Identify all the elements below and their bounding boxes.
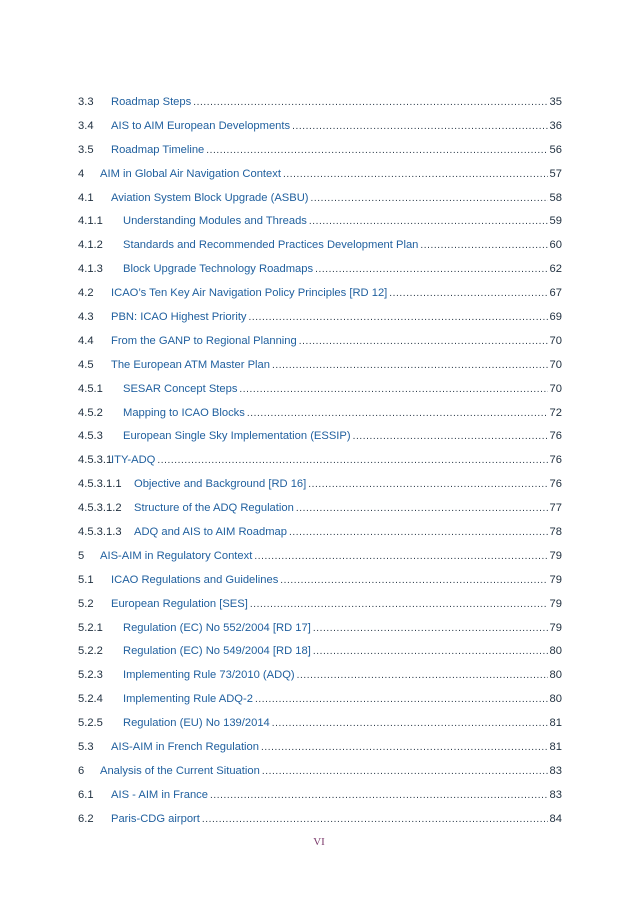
toc-leader-dots — [389, 289, 547, 299]
toc-entry[interactable] — [78, 401, 562, 425]
toc-entry-page[interactable]: 76 — [549, 454, 562, 467]
toc-entry-number: 4.5.3.1 — [78, 454, 113, 467]
toc-entry[interactable] — [78, 257, 562, 281]
toc-entry-page[interactable]: 58 — [549, 191, 562, 204]
toc-entry-page[interactable]: 69 — [549, 310, 562, 323]
toc-leader-dots — [272, 361, 548, 371]
toc-leader-dots — [308, 480, 547, 490]
table-of-contents — [78, 90, 562, 831]
toc-leader-dots — [250, 600, 548, 610]
toc-entry[interactable] — [78, 687, 562, 711]
toc-entry-title[interactable]: ICAO’s Ten Key Air Navigation Policy Principles [RD 12] — [111, 287, 388, 300]
toc-entry[interactable] — [78, 616, 562, 640]
toc-entry-title[interactable]: ITY-ADQ — [111, 454, 156, 467]
toc-leader-dots — [313, 624, 548, 634]
page-number: VI — [313, 836, 325, 848]
toc-entry-number: 4.5.1 — [78, 382, 103, 395]
toc-entry-number: 4.2 — [78, 287, 94, 300]
toc-entry-number: 4 — [78, 167, 85, 180]
toc-entry-page[interactable]: 83 — [549, 788, 562, 801]
toc-entry-page[interactable]: 36 — [549, 119, 562, 132]
toc-entry-title[interactable]: Paris-CDG airport — [111, 812, 200, 825]
toc-leader-dots — [313, 647, 548, 657]
toc-entry-number: 3.5 — [78, 143, 94, 156]
toc-entry[interactable] — [78, 544, 562, 568]
toc-entry[interactable] — [78, 472, 562, 496]
toc-entry-title[interactable]: PBN: ICAO Highest Priority — [111, 310, 247, 323]
toc-entry-title[interactable]: ICAO Regulations and Guidelines — [111, 573, 279, 586]
toc-entry-title[interactable]: AIS to AIM European Developments — [111, 119, 291, 132]
toc-entry-number: 4.5.3.1.1 — [78, 478, 122, 491]
toc-entry-number: 5.2 — [78, 597, 94, 610]
toc-entry-title[interactable]: AIS - AIM in France — [111, 788, 208, 801]
toc-leader-dots — [272, 719, 548, 729]
toc-leader-dots — [247, 409, 548, 419]
toc-entry-page[interactable]: 79 — [549, 573, 562, 586]
toc-leader-dots — [297, 671, 548, 681]
toc-entry-title[interactable]: Structure of the ADQ Regulation — [134, 502, 294, 515]
toc-entry[interactable] — [78, 186, 562, 210]
toc-leader-dots — [311, 194, 548, 204]
toc-entry-number: 6 — [78, 764, 85, 777]
toc-leader-dots — [309, 217, 548, 227]
toc-entry-number: 5.1 — [78, 573, 94, 586]
toc-leader-dots — [283, 170, 548, 180]
toc-entry[interactable] — [78, 90, 562, 114]
toc-entry-number: 3.4 — [78, 119, 94, 132]
toc-entry-page[interactable]: 80 — [549, 645, 562, 658]
toc-entry-page[interactable]: 60 — [549, 239, 562, 252]
toc-entry[interactable] — [78, 807, 562, 831]
toc-entry-number: 5 — [78, 549, 85, 562]
toc-entry[interactable] — [78, 735, 562, 759]
toc-entry-title[interactable]: Roadmap Timeline — [111, 143, 205, 156]
toc-leader-dots — [280, 576, 547, 586]
toc-entry-number: 5.3 — [78, 740, 94, 753]
toc-entry-page[interactable]: 81 — [549, 717, 562, 730]
toc-leader-dots — [289, 528, 548, 538]
toc-entry[interactable] — [78, 377, 562, 401]
toc-entry-title[interactable]: Implementing Rule 73/2010 (ADQ) — [123, 669, 295, 682]
toc-entry[interactable] — [78, 592, 562, 616]
toc-entry-number: 5.2.1 — [78, 621, 103, 634]
toc-entry-number: 6.2 — [78, 812, 94, 825]
toc-entry-page[interactable]: 59 — [549, 215, 562, 228]
toc-entry-page[interactable]: 76 — [549, 430, 562, 443]
toc-entry[interactable] — [78, 138, 562, 162]
toc-entry-page[interactable]: 62 — [549, 263, 562, 276]
toc-leader-dots — [296, 504, 548, 514]
toc-entry-title[interactable]: Analysis of the Current Situation — [100, 764, 260, 777]
toc-leader-dots — [254, 552, 547, 562]
toc-entry[interactable] — [78, 759, 562, 783]
toc-entry-title[interactable]: Roadmap Steps — [111, 95, 192, 108]
toc-entry-number: 4.1 — [78, 191, 94, 204]
toc-leader-dots — [315, 265, 547, 275]
toc-entry[interactable] — [78, 448, 562, 472]
toc-entry-page[interactable]: 80 — [549, 669, 562, 682]
toc-entry-page[interactable]: 79 — [549, 597, 562, 610]
toc-entry[interactable] — [78, 711, 562, 735]
toc-entry-title[interactable]: SESAR Concept Steps — [123, 382, 238, 395]
toc-entry-number: 4.3 — [78, 310, 94, 323]
toc-entry-title[interactable]: Understanding Modules and Threads — [123, 215, 307, 228]
toc-entry-page[interactable]: 76 — [549, 478, 562, 491]
toc-entry[interactable] — [78, 329, 562, 353]
toc-entry[interactable] — [78, 783, 562, 807]
toc-entry-page[interactable]: 57 — [549, 167, 562, 180]
toc-entry-number: 4.1.1 — [78, 215, 103, 228]
toc-entry-number: 4.1.2 — [78, 239, 103, 252]
toc-entry-title[interactable]: AIS-AIM in Regulatory Context — [100, 549, 253, 562]
toc-leader-dots — [261, 743, 548, 753]
toc-entry-title[interactable]: Block Upgrade Technology Roadmaps — [123, 263, 314, 276]
toc-leader-dots — [299, 337, 548, 347]
toc-entry-page[interactable]: 70 — [549, 382, 562, 395]
toc-entry-number: 4.1.3 — [78, 263, 103, 276]
toc-entry-title[interactable]: Aviation System Block Upgrade (ASBU) — [111, 191, 309, 204]
toc-entry-title[interactable]: European Single Sky Implementation (ESSIP) — [123, 430, 351, 443]
toc-entry-page[interactable]: 35 — [549, 95, 562, 108]
toc-entry-page[interactable]: 78 — [549, 525, 562, 538]
toc-entry-page[interactable]: 72 — [549, 406, 562, 419]
toc-entry-page[interactable]: 83 — [549, 764, 562, 777]
toc-leader-dots — [262, 767, 548, 777]
toc-entry-title[interactable]: Mapping to ICAO Blocks — [123, 406, 245, 419]
toc-entry-number: 5.2.4 — [78, 693, 103, 706]
toc-entry-title[interactable]: AIS-AIM in French Regulation — [111, 740, 259, 753]
toc-entry-number: 4.5.3.1.2 — [78, 502, 122, 515]
toc-entry[interactable] — [78, 424, 562, 448]
toc-entry-title[interactable]: From the GANP to Regional Planning — [111, 334, 297, 347]
toc-entry[interactable] — [78, 520, 562, 544]
toc-leader-dots — [353, 432, 548, 442]
toc-entry[interactable] — [78, 305, 562, 329]
toc-entry[interactable] — [78, 639, 562, 663]
toc-entry-title[interactable]: ADQ and AIS to AIM Roadmap — [134, 525, 287, 538]
toc-leader-dots — [255, 695, 548, 705]
toc-leader-dots — [420, 241, 547, 251]
toc-entry[interactable] — [78, 209, 562, 233]
toc-leader-dots — [210, 791, 548, 801]
toc-entry-title[interactable]: Implementing Rule ADQ-2 — [123, 693, 253, 706]
toc-entry-number: 4.5.2 — [78, 406, 103, 419]
toc-entry-number: 5.2.3 — [78, 669, 103, 682]
toc-entry-title[interactable]: Regulation (EU) No 139/2014 — [123, 717, 270, 730]
toc-leader-dots — [206, 146, 547, 156]
toc-entry[interactable] — [78, 663, 562, 687]
toc-entry-page[interactable]: 77 — [549, 502, 562, 515]
toc-leader-dots — [193, 98, 547, 108]
toc-entry-page[interactable]: 70 — [549, 334, 562, 347]
toc-leader-dots — [249, 313, 548, 323]
toc-leader-dots — [157, 456, 547, 466]
toc-entry[interactable] — [78, 162, 562, 186]
toc-entry[interactable] — [78, 233, 562, 257]
toc-entry-page[interactable]: 81 — [549, 740, 562, 753]
toc-entry-title[interactable]: Regulation (EC) No 552/2004 [RD 17] — [123, 621, 311, 634]
toc-entry-number: 5.2.5 — [78, 717, 103, 730]
toc-entry-title[interactable]: Regulation (EC) No 549/2004 [RD 18] — [123, 645, 311, 658]
toc-entry-title[interactable]: European Regulation [SES] — [111, 597, 248, 610]
toc-entry-title[interactable]: Objective and Background [RD 16] — [134, 478, 307, 491]
toc-entry-number: 6.1 — [78, 788, 94, 801]
toc-entry-page[interactable]: 79 — [549, 621, 562, 634]
toc-entry-page[interactable]: 84 — [549, 812, 562, 825]
toc-entry-title[interactable]: AIM in Global Air Navigation Context — [100, 167, 281, 180]
toc-entry-title[interactable]: Standards and Recommended Practices Development Plan — [123, 239, 419, 252]
toc-entry-page[interactable]: 67 — [549, 287, 562, 300]
toc-entry-title[interactable]: The European ATM Master Plan — [111, 358, 270, 371]
toc-leader-dots — [202, 815, 548, 825]
toc-entry-number: 3.3 — [78, 95, 94, 108]
toc-entry[interactable] — [78, 281, 562, 305]
toc-leader-dots — [292, 122, 547, 132]
toc-entry-page[interactable]: 80 — [549, 693, 562, 706]
toc-entry-page[interactable]: 56 — [549, 143, 562, 156]
toc-entry[interactable] — [78, 353, 562, 377]
toc-entry[interactable] — [78, 114, 562, 138]
toc-entry[interactable] — [78, 568, 562, 592]
toc-entry-number: 4.4 — [78, 334, 94, 347]
toc-entry-number: 4.5.3.1.3 — [78, 525, 122, 538]
toc-entry-page[interactable]: 79 — [549, 549, 562, 562]
toc-entry-number: 4.5.3 — [78, 430, 103, 443]
toc-entry-number: 5.2.2 — [78, 645, 103, 658]
toc-entry-number: 4.5 — [78, 358, 94, 371]
toc-leader-dots — [239, 385, 547, 395]
toc-entry-page[interactable]: 70 — [549, 358, 562, 371]
toc-entry[interactable] — [78, 496, 562, 520]
